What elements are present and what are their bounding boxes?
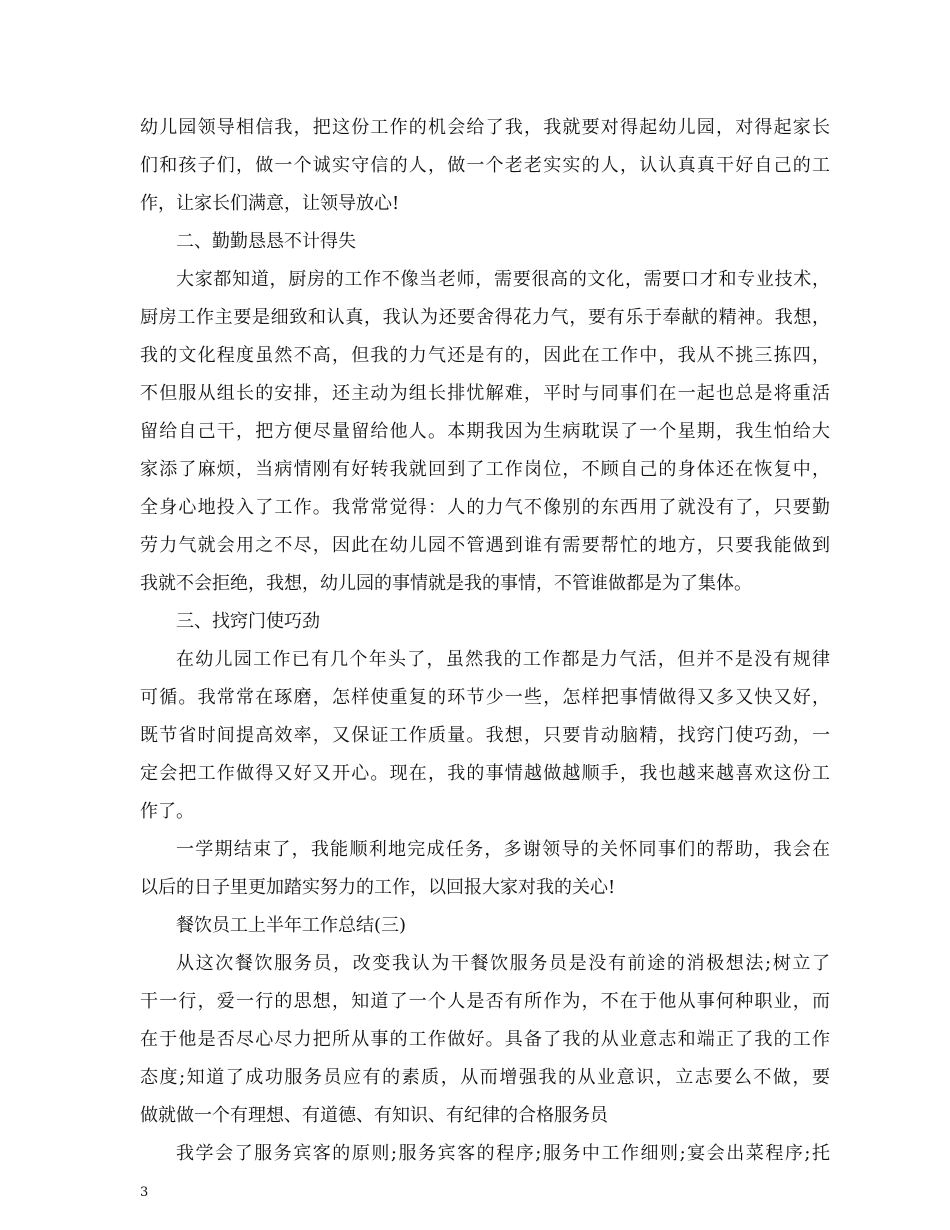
text-line: 做就做一个有理想、有道德、有知识、有纪律的合格服务员 [140, 1105, 608, 1126]
text-line: 可循。我常常在琢磨，怎样使重复的环节少一些，怎样把事情做得又多又快又好， [140, 687, 830, 708]
section-heading: 三、找窍门使巧劲 [176, 611, 320, 632]
text-line: 既节省时间提高效率，又保证工作质量。我想，只要肯动脑精，找窍门使巧劲，一 [140, 725, 830, 746]
text-line: 留给自己干，把方便尽量留给他人。本期我因为生病耽误了一个星期，我生怕给大 [140, 421, 830, 442]
text-line: 劳力气就会用之不尽，因此在幼儿园不管遇到谁有需要帮忙的地方，只要我能做到 [140, 535, 830, 556]
page-number: 3 [140, 1185, 149, 1200]
text-line: 定会把工作做得又好又开心。现在，我的事情越做越顺手，我也越来越喜欢这份工 [140, 763, 830, 784]
text-line: 全身心地投入了工作。我常常觉得：人的力气不像别的东西用了就没有了，只要勤 [140, 497, 830, 518]
text-line: 作了。 [140, 801, 194, 822]
text-line: 我就不会拒绝，我想，幼儿园的事情就是我的事情，不管谁做都是为了集体。 [140, 573, 752, 594]
text-line: 们和孩子们，做一个诚实守信的人，做一个老老实实的人，认认真真干好自己的工 [140, 155, 830, 176]
text-line: 在幼儿园工作已有几个年头了，虽然我的工作都是力气活，但并不是没有规律 [176, 649, 830, 670]
text-line: 厨房工作主要是细致和认真，我认为还要舍得花力气，要有乐于奉献的精神。我想， [140, 307, 830, 328]
text-line: 干一行，爱一行的思想，知道了一个人是否有所作为，不在于他从事何种职业，而 [140, 991, 830, 1012]
text-line: 幼儿园领导相信我，把这份工作的机会给了我，我就要对得起幼儿园，对得起家长 [140, 117, 830, 138]
text-line: 大家都知道，厨房的工作不像当老师，需要很高的文化，需要口才和专业技术， [176, 269, 830, 290]
text-line: 我学会了服务宾客的原则;服务宾客的程序;服务中工作细则;宴会出菜程序;托 [176, 1143, 830, 1164]
text-line: 态度;知道了成功服务员应有的素质，从而增强我的从业意识，立志要么不做，要 [140, 1067, 830, 1088]
text-line: 一学期结束了，我能顺利地完成任务，多谢领导的关怀同事们的帮助，我会在 [176, 839, 830, 860]
text-line: 家添了麻烦，当病情刚有好转我就回到了工作岗位，不顾自己的身体还在恢复中， [140, 459, 830, 480]
text-line: 从这次餐饮服务员，改变我认为干餐饮服务员是没有前途的消极想法;树立了 [176, 953, 830, 974]
section-heading: 二、勤勤恳恳不计得失 [176, 231, 356, 252]
text-line: 在于他是否尽心尽力把所从事的工作做好。具备了我的从业意志和端正了我的工作 [140, 1029, 830, 1050]
section-title: 餐饮员工上半年工作总结(三) [176, 915, 407, 936]
text-line: 作，让家长们满意，让领导放心! [140, 193, 400, 214]
text-line: 不但服从组长的安排，还主动为组长排忧解难，平时与同事们在一起也总是将重活 [140, 383, 830, 404]
text-line: 我的文化程度虽然不高，但我的力气还是有的，因此在工作中，我从不挑三拣四， [140, 345, 830, 366]
text-line: 以后的日子里更加踏实努力的工作，以回报大家对我的关心! [140, 877, 616, 898]
